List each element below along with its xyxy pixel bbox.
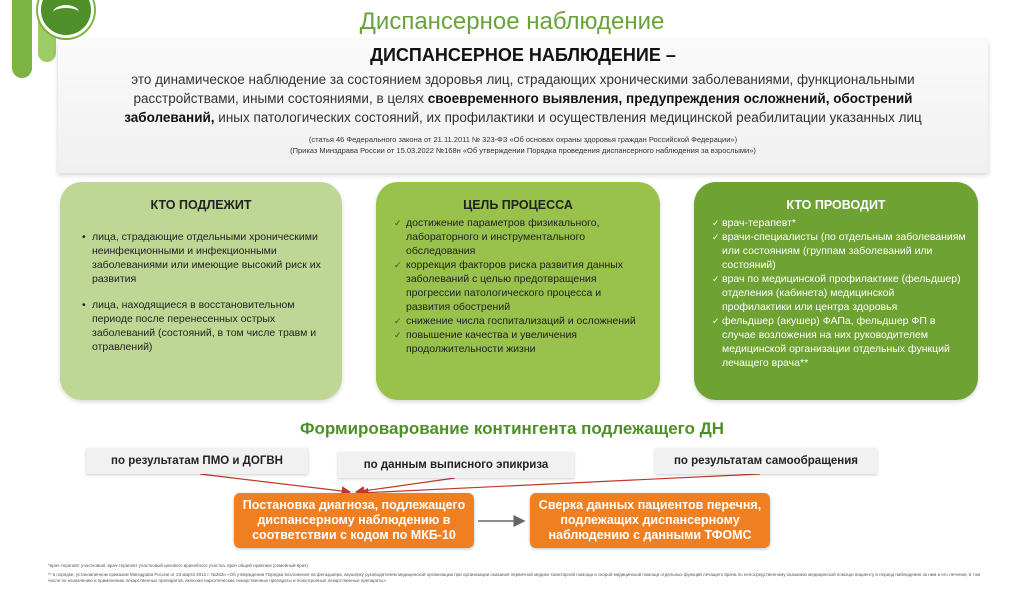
list-item: ✓ снижение числа госпитализаций и осложнений: [394, 314, 646, 328]
source-self-referral: по результатам самообращения: [655, 448, 877, 474]
list-item: ✓ фельдшер (акушер) ФАПа, фельдшер ФП в случае возложения на них руководителем медицинской организации отдельных функций лечащего врача**: [712, 314, 966, 370]
footnote-1: *врач-терапевт участковый, врач-терапевт участковый цехового врачебного участка, врач общей практики (семейный врач): [48, 563, 308, 568]
definition-heading: ДИСПАНСЕРНОЕ НАБЛЮДЕНИЕ –: [370, 45, 676, 65]
list-item: • лица, страдающие отдельными хроническими неинфекционными и инфекционными заболеваниями или имеющие высокий риск их развития: [82, 230, 324, 286]
list-item: ✓ повышение качества и увеличения продолжительности жизни: [394, 328, 646, 356]
definition-part2: иных патологических состояний, их профилактики и осуществления медицинской реабилитации указанных лиц: [214, 110, 922, 125]
arrow: [356, 478, 455, 492]
step-diagnosis: Постановка диагноза, подлежащего диспансерному наблюдению в соответствии с кодом по МКБ-10: [234, 493, 474, 548]
list-item: • лица, находящиеся в восстановительном периоде после перенесенных острых заболеваний (состояний, в том числе травм и отравлений): [82, 298, 324, 354]
page-title: Диспансерное наблюдение: [359, 8, 665, 35]
card-title: КТО ПОДЛЕЖИТ: [150, 198, 252, 212]
list-item: ✓ врачи-специалисты (по отдельным заболеваниям или состояниям (группам заболеваний или состояний): [712, 230, 966, 272]
list-item: ✓ врач-терапевт*: [712, 216, 966, 230]
list-item: ✓ коррекция факторов риска развития данных заболеваний с целью предотвращения прогрессии патологического процесса и развития обострений: [394, 258, 646, 314]
source-law: (статья 46 Федерального закона от 21.11.2011 № 323-ФЗ «Об основах охраны здоровья граждан Российской Федерации»): [308, 135, 738, 144]
step-reconciliation: Сверка данных пациентов перечня, подлежащих диспансерному наблюдению с данными ТФОМС: [530, 493, 770, 548]
source-pmo: по результатам ПМО и ДОГВН: [86, 448, 308, 474]
source-order: (Приказ Минздрава России от 15.03.2022 №168н «Об утверждении Порядка проведения диспансерного наблюдения за взрослыми»): [290, 146, 756, 155]
arrow: [200, 474, 350, 492]
definition-part1: это динамическое наблюдение за состоянием здоровья лиц, страдающих хроническими заболеваниями, функциональными расстройствами, иными состояниями, в целях: [131, 72, 915, 106]
card-title: КТО ПРОВОДИТ: [786, 198, 886, 212]
definition-bold: своевременного выявления, предупреждения осложнений, обострений заболеваний,: [124, 91, 913, 125]
list-item: ✓ достижение параметров физикального, лабораторного и инструментального обследования: [394, 216, 646, 258]
footnote-2: ** в порядке, установленном приказом Минздрава России от 23 марта 2012 г. №252н «Об утверждении Порядка возложения на фельдшера, акушерку руководителем медицинской организации при организации оказания первичной медико-санитарной помощи и скорой медицинской помощи отдельных функций лечащего врача по непосредственному оказанию медицинской помощи пациенту в период наблюдения за ним и его лечения, в том числе по назначению и применению лекарственных препаратов, включая наркотические лекарственные препараты и психотропные лекарственные препараты»: [48, 572, 981, 583]
card-title: ЦЕЛЬ ПРОЦЕССА: [463, 198, 573, 212]
list-item: ✓ врач по медицинской профилактике (фельдшер) отделения (кабинета) медицинской профилактики или центра здоровья: [712, 272, 966, 314]
contingent-heading: Формироварование контингента подлежащего ДН: [299, 419, 725, 438]
source-discharge: по данным выписного эпикриза: [338, 452, 574, 478]
